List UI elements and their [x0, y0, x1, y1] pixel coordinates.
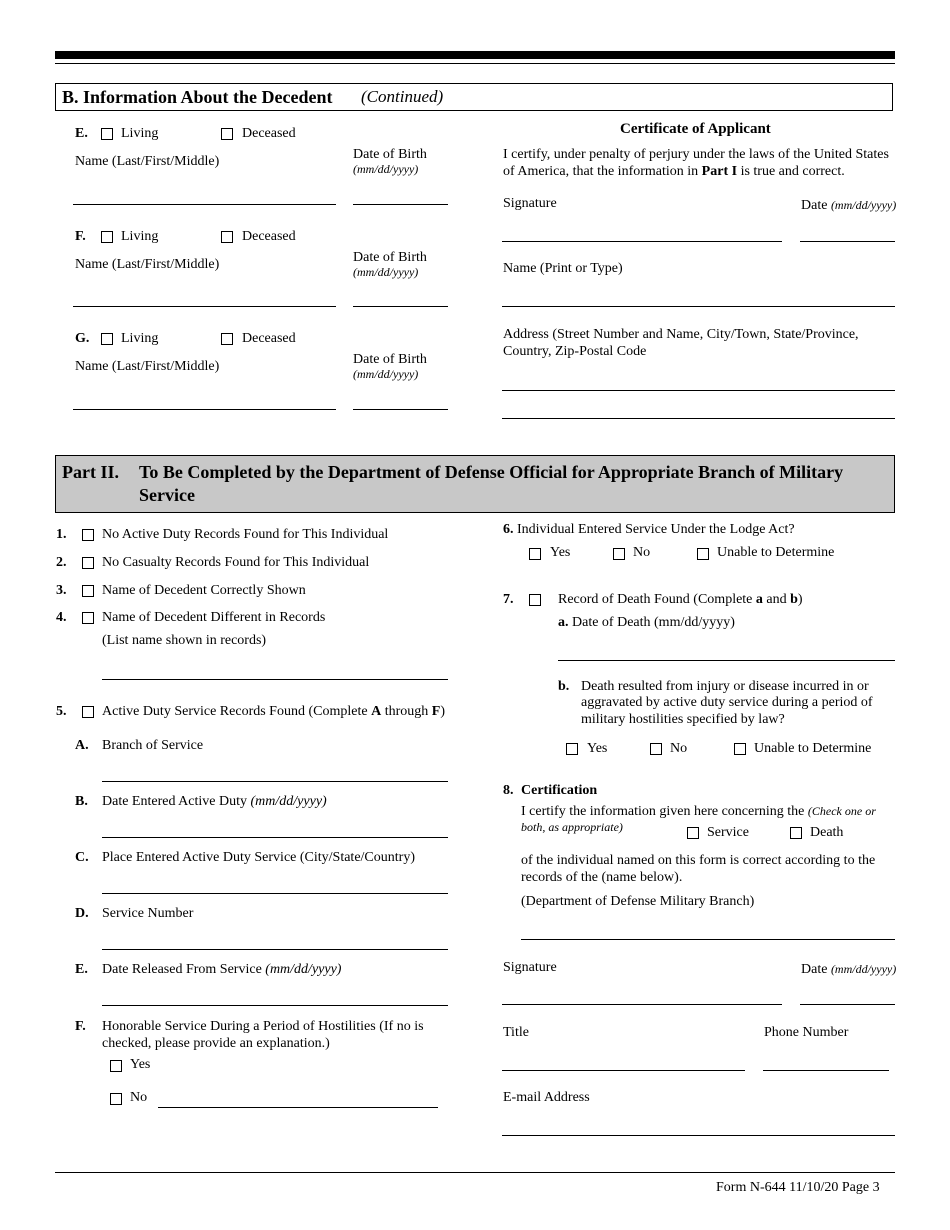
item-8-text-1b: (Check one or — [807, 804, 876, 818]
certificate-address-label-2: Country, Zip-Postal Code — [503, 344, 647, 359]
item-5e-label-format: (mm/dd/yyyy) — [265, 962, 342, 977]
item-7a-label — [558, 615, 735, 631]
section-b-title: B. Information About the Decedent — [62, 87, 333, 107]
person-f-deceased-label: Deceased — [242, 229, 296, 244]
item-5a-label: Branch of Service — [102, 738, 204, 753]
item-5-label-e: ) — [440, 704, 445, 719]
item-8-death-checkbox[interactable] — [790, 827, 802, 839]
item-7b-unable-checkbox[interactable] — [734, 743, 746, 755]
item-7a-letter: a. — [558, 615, 569, 630]
item-5f-label-2: checked, please provide an explanation.) — [102, 1036, 330, 1051]
certificate-date-text: Date — [801, 198, 828, 213]
dod-title-field[interactable] — [502, 1070, 745, 1071]
item-6-text: Individual Entered Service Under the Lodge Act? — [517, 522, 795, 537]
item-4-checkbox[interactable] — [82, 612, 94, 624]
dod-signature-field[interactable] — [502, 1004, 782, 1005]
section-b-continued: (Continued) — [361, 87, 444, 106]
item-5c-letter: C. — [75, 850, 89, 865]
dod-email-label: E-mail Address — [503, 1090, 590, 1105]
item-7-label-a: Record of Death Found (Complete — [558, 592, 756, 607]
person-g-name-label: Name (Last/First/Middle) — [75, 359, 220, 374]
item-6-unable-label: Unable to Determine — [717, 545, 835, 560]
certificate-text-2c: is true and correct. — [737, 164, 845, 179]
part-2-header — [55, 455, 895, 513]
item-7-label — [558, 592, 803, 608]
item-5e-field[interactable] — [102, 1005, 448, 1006]
item-7-number: 7. — [503, 592, 514, 607]
top-thin-rule — [55, 63, 895, 64]
item-5d-label: Service Number — [102, 906, 194, 921]
item-8-text-2: both, as appropriate) — [521, 820, 623, 834]
person-f-living-checkbox[interactable] — [101, 231, 113, 243]
dod-phone-field[interactable] — [763, 1070, 889, 1071]
item-7a-text: Date of Death (mm/dd/yyyy) — [572, 615, 735, 630]
dod-date-format: (mm/dd/yyyy) — [830, 962, 897, 976]
item-8-service-checkbox[interactable] — [687, 827, 699, 839]
item-7b-text-1: Death resulted from injury or disease incurred in or — [581, 679, 869, 694]
footer-rule — [55, 1172, 895, 1173]
item-5-label-c: through — [381, 704, 432, 719]
certificate-address-field-2[interactable] — [502, 418, 895, 419]
person-e-living-label: Living — [121, 126, 159, 141]
item-5-label-b: A — [371, 704, 382, 719]
item-7b-yes-label: Yes — [587, 741, 608, 756]
section-b-header — [55, 83, 893, 111]
part-2-label: Part II. — [62, 462, 119, 482]
person-g-dob-format: (mm/dd/yyyy) — [353, 367, 419, 381]
item-7-label-b: a — [755, 592, 763, 607]
person-g-letter: G. — [75, 331, 90, 346]
dod-date-label — [801, 962, 896, 978]
person-g-living-label: Living — [121, 331, 159, 346]
item-7-label-e: ) — [797, 592, 803, 607]
item-8-text-1a: I certify the information given here concerning the — [521, 804, 808, 819]
item-6-yes-label: Yes — [550, 545, 571, 560]
item-5a-letter: A. — [75, 738, 89, 753]
item-4-number: 4. — [56, 610, 67, 625]
item-8-service-label: Service — [707, 825, 749, 840]
item-7-checkbox[interactable] — [529, 594, 541, 606]
item-8-text-1 — [521, 804, 876, 820]
certificate-name-field[interactable] — [502, 306, 895, 307]
person-e-dob-label: Date of Birth — [353, 147, 427, 162]
item-2-number: 2. — [56, 555, 67, 570]
item-3-label: Name of Decedent Correctly Shown — [102, 583, 306, 598]
item-5-label-a: Active Duty Service Records Found (Complete — [102, 704, 372, 719]
item-5b-label-text: Date Entered Active Duty — [102, 794, 251, 809]
item-1-checkbox[interactable] — [82, 529, 94, 541]
certificate-name-label: Name (Print or Type) — [503, 261, 623, 276]
certificate-text-line-2 — [503, 164, 845, 180]
item-4-name-field[interactable] — [102, 679, 448, 680]
certificate-text-2a: of America, that the information in — [503, 164, 702, 179]
dod-title-label: Title — [503, 1025, 529, 1040]
item-5d-field[interactable] — [102, 949, 448, 950]
dod-phone-label: Phone Number — [764, 1025, 849, 1040]
item-5c-field[interactable] — [102, 893, 448, 894]
item-5e-label-text: Date Released From Service — [102, 962, 266, 977]
item-6-unable-checkbox[interactable] — [697, 548, 709, 560]
item-5f-no-checkbox[interactable] — [110, 1093, 122, 1105]
item-8-text-3: of the individual named on this form is correct according to the — [521, 853, 876, 868]
item-8-death-label: Death — [810, 825, 844, 840]
person-e-name-label: Name (Last/First/Middle) — [75, 154, 220, 169]
item-5f-no-label: No — [130, 1090, 148, 1105]
certificate-signature-field[interactable] — [502, 241, 782, 242]
item-6-question — [503, 522, 795, 538]
person-e-deceased-checkbox[interactable] — [221, 128, 233, 140]
item-6-yes-checkbox[interactable] — [529, 548, 541, 560]
certificate-text-line-1: I certify, under penalty of perjury under the laws of the United States — [503, 147, 889, 162]
person-g-dob-field[interactable] — [353, 409, 448, 410]
item-4-label: Name of Decedent Different in Records — [102, 610, 326, 625]
person-e-dob-field[interactable] — [353, 204, 448, 205]
person-f-dob-label: Date of Birth — [353, 250, 427, 265]
certificate-date-format: (mm/dd/yyyy) — [830, 198, 897, 212]
person-f-dob-format: (mm/dd/yyyy) — [353, 265, 419, 279]
top-thick-rule — [55, 51, 895, 59]
person-e-deceased-label: Deceased — [242, 126, 296, 141]
certificate-address-label-1: Address (Street Number and Name, City/Town, State/Province, — [503, 327, 859, 342]
item-7a-date-field[interactable] — [558, 660, 895, 661]
certificate-address-field-1[interactable] — [502, 390, 895, 391]
certificate-signature-label: Signature — [503, 196, 557, 211]
item-6-no-label: No — [633, 545, 651, 560]
item-1-label: No Active Duty Records Found for This Individual — [102, 527, 389, 542]
item-6-no-checkbox[interactable] — [613, 548, 625, 560]
item-5a-field[interactable] — [102, 781, 448, 782]
item-6-number: 6. — [503, 522, 514, 537]
item-7b-no-checkbox[interactable] — [650, 743, 662, 755]
item-8-text-4: records of the (name below). — [521, 870, 683, 885]
person-f-letter: F. — [75, 229, 86, 244]
person-e-living-checkbox[interactable] — [101, 128, 113, 140]
item-5f-letter: F. — [75, 1019, 86, 1034]
item-5f-explanation-field[interactable] — [158, 1107, 438, 1108]
item-5c-label: Place Entered Active Duty Service (City/State/Country) — [102, 850, 415, 865]
item-7b-letter: b. — [558, 679, 570, 694]
part-2-title-1: To Be Completed by the Department of Defense Official for Appropriate Branch of Military — [139, 462, 844, 482]
item-8-title: Certification — [521, 783, 598, 798]
item-5-label-d: F — [431, 704, 441, 719]
person-g-dob-label: Date of Birth — [353, 352, 427, 367]
item-5-number: 5. — [56, 704, 67, 719]
item-5d-letter: D. — [75, 906, 89, 921]
item-7b-no-label: No — [670, 741, 688, 756]
person-f-name-field[interactable] — [73, 306, 336, 307]
item-7b-yes-checkbox[interactable] — [566, 743, 578, 755]
dod-date-field[interactable] — [800, 1004, 895, 1005]
person-f-name-label: Name (Last/First/Middle) — [75, 257, 220, 272]
item-5f-yes-label: Yes — [130, 1057, 151, 1072]
item-5e-letter: E. — [75, 962, 88, 977]
item-1-number: 1. — [56, 527, 67, 542]
person-e-dob-format: (mm/dd/yyyy) — [353, 162, 419, 176]
item-8-number: 8. — [503, 783, 514, 798]
person-f-dob-field[interactable] — [353, 306, 448, 307]
person-g-deceased-checkbox[interactable] — [221, 333, 233, 345]
item-5b-label-format: (mm/dd/yyyy) — [250, 794, 327, 809]
certificate-text-2b: Part I — [701, 164, 738, 179]
item-5f-yes-checkbox[interactable] — [110, 1060, 122, 1072]
person-f-deceased-checkbox[interactable] — [221, 231, 233, 243]
person-g-name-field[interactable] — [73, 409, 336, 410]
person-e-letter: E. — [75, 126, 88, 141]
item-4-sublabel: (List name shown in records) — [102, 633, 267, 648]
part-2-title-2: Service — [139, 485, 195, 505]
certificate-title: Certificate of Applicant — [620, 121, 771, 137]
item-5e-label — [102, 962, 341, 978]
item-5f-label-1: Honorable Service During a Period of Hostilities (If no is — [102, 1019, 424, 1034]
item-8-branch-label: (Department of Defense Military Branch) — [521, 894, 755, 909]
dod-signature-label: Signature — [503, 960, 557, 975]
item-5-label — [102, 704, 445, 720]
person-g-deceased-label: Deceased — [242, 331, 296, 346]
item-3-number: 3. — [56, 583, 67, 598]
item-7b-text-3: military hostilities specified by law? — [581, 712, 785, 727]
item-7-label-d: b — [790, 592, 798, 607]
person-e-name-field[interactable] — [73, 204, 336, 205]
item-7b-text-2: aggravated by active duty service during a period of — [581, 695, 873, 710]
person-g-living-checkbox[interactable] — [101, 333, 113, 345]
certificate-date-label — [801, 198, 896, 214]
dod-date-text: Date — [801, 962, 828, 977]
item-7-label-c: and — [762, 592, 791, 607]
item-5b-letter: B. — [75, 794, 88, 809]
item-3-checkbox[interactable] — [82, 585, 94, 597]
person-f-living-label: Living — [121, 229, 159, 244]
item-5b-label — [102, 794, 327, 810]
item-2-checkbox[interactable] — [82, 557, 94, 569]
certificate-date-field[interactable] — [800, 241, 895, 242]
item-8-branch-field[interactable] — [521, 939, 895, 940]
item-5b-field[interactable] — [102, 837, 448, 838]
item-7b-unable-label: Unable to Determine — [754, 741, 872, 756]
item-2-label: No Casualty Records Found for This Individual — [102, 555, 370, 570]
form-footer: Form N-644 11/10/20 Page 3 — [716, 1180, 880, 1195]
dod-email-field[interactable] — [502, 1135, 895, 1136]
item-5-checkbox[interactable] — [82, 706, 94, 718]
